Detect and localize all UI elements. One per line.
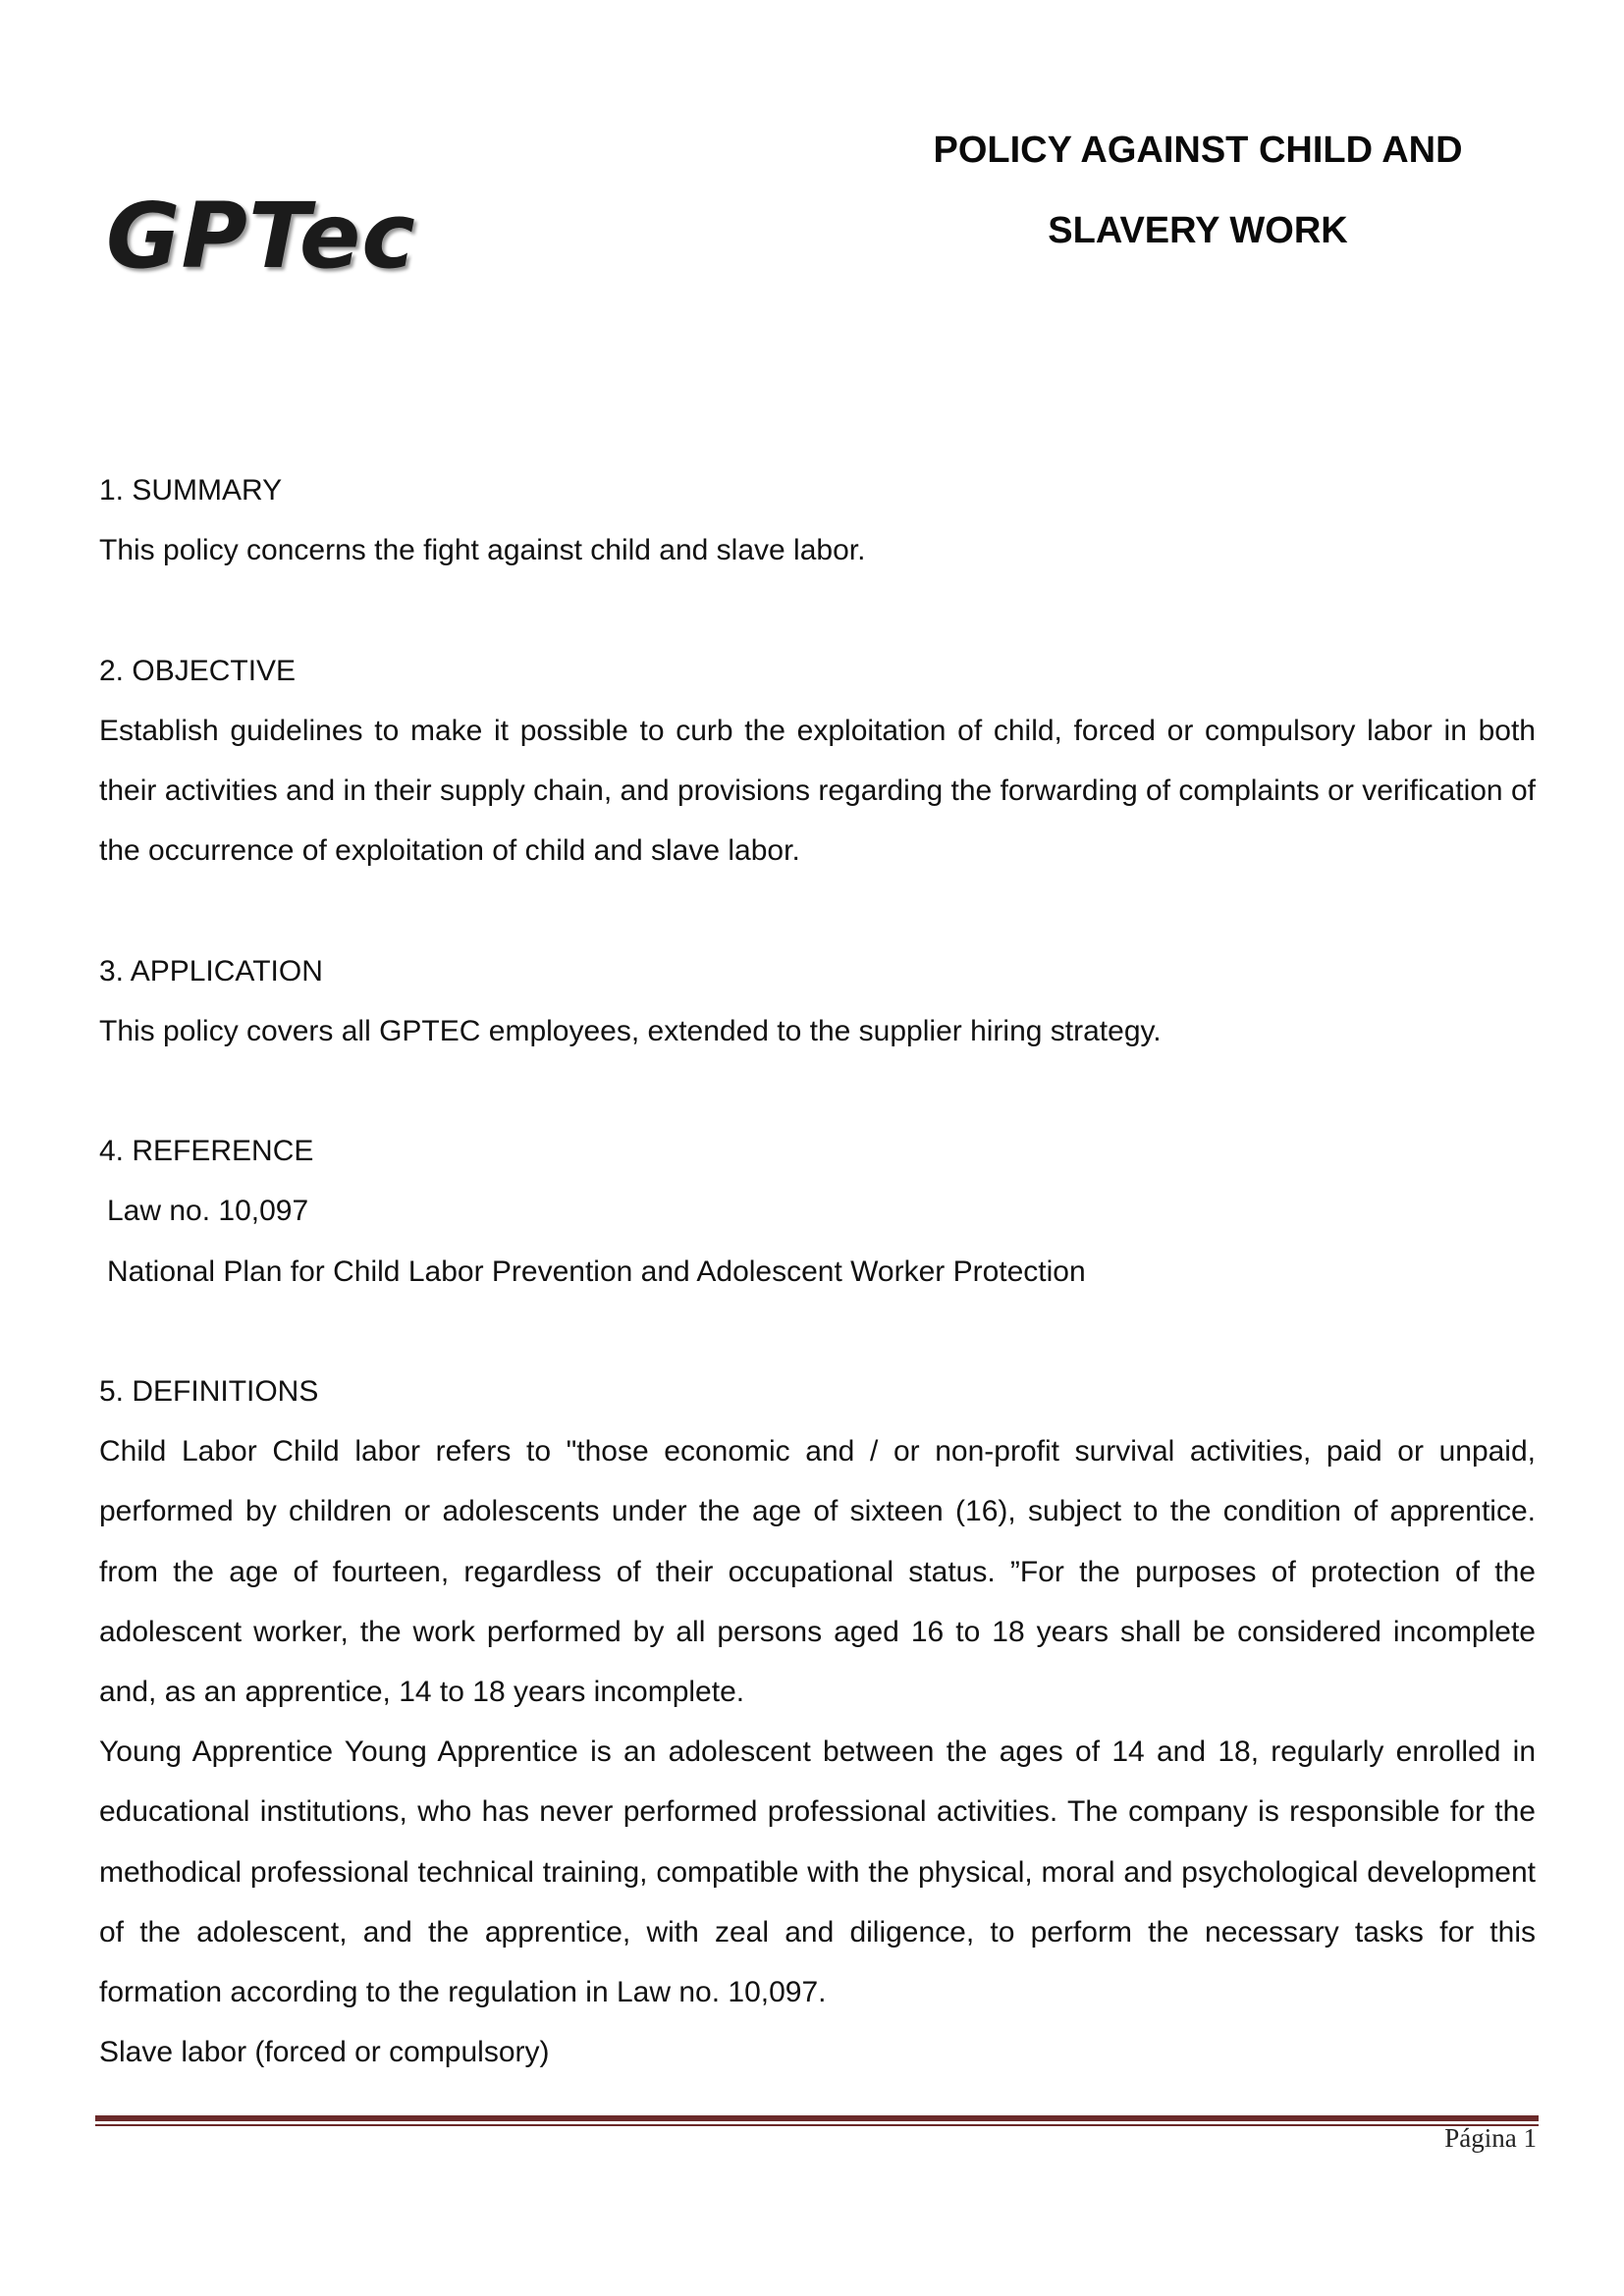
- section-heading: 1. SUMMARY: [99, 474, 283, 507]
- section-reference: [99, 1121, 1536, 1302]
- document-title: [884, 110, 1512, 271]
- company-logo: GPTec: [106, 184, 416, 289]
- footer-divider: [95, 2115, 1539, 2121]
- section-heading: 2. OBJECTIVE: [99, 654, 297, 687]
- document-title-line-1: POLICY AGAINST CHILD AND: [933, 130, 1463, 171]
- document-body: [99, 460, 1536, 2082]
- section-heading: 4. REFERENCE: [99, 1135, 314, 1168]
- section-paragraph: Establish guidelines to make it possible to curb the exploitation of child, forced or compulsory labor in both their activities and in their supply chain, and provisions regarding the forwarding of complaints or verification of the occurrence of exploitation of child and slave labor.: [99, 714, 1536, 868]
- definition-child-labor: Child Labor Child labor refers to "those economic and / or non-profit survival activities, paid or unpaid, performed by children or adolescents under the age of sixteen (16), subject to the condition of apprentice. from the age of fourteen, regardless of their occupational status. ”For the purposes of protection of the adolescent worker, the work performed by all persons aged 16 to 18 years shall be considered incomplete and, as an apprentice, 14 to 18 years incomplete.: [99, 1435, 1536, 1708]
- section-paragraph: This policy concerns the fight against child and slave labor.: [99, 534, 866, 567]
- document-title-line-2: SLAVERY WORK: [1048, 210, 1348, 251]
- definition-young-apprentice: Young Apprentice Young Apprentice is an adolescent between the ages of 14 and 18, regularly enrolled in educational institutions, who has never performed professional activities. The company is responsible for the methodical professional technical training, compatible with the physical, moral and psychological development of the adolescent, and the apprentice, with zeal and diligence, to perform the necessary tasks for this formation according to the regulation in Law no. 10,097.: [99, 1735, 1536, 2009]
- section-application: [99, 941, 1536, 1061]
- section-summary: [99, 460, 1536, 580]
- section-heading: 3. APPLICATION: [99, 954, 323, 988]
- section-definitions: [99, 1362, 1536, 2082]
- section-heading: 5. DEFINITIONS: [99, 1374, 319, 1408]
- section-objective: [99, 641, 1536, 881]
- reference-item: Law no. 10,097: [107, 1195, 309, 1228]
- page-number: Página 1: [1444, 2123, 1537, 2153]
- reference-item: National Plan for Child Labor Prevention and Adolescent Worker Protection: [107, 1255, 1086, 1288]
- footer-divider-thin: [95, 2124, 1539, 2126]
- section-paragraph: This policy covers all GPTEC employees, extended to the supplier hiring strategy.: [99, 1014, 1162, 1047]
- definition-slave-labor: Slave labor (forced or compulsory): [99, 2036, 550, 2069]
